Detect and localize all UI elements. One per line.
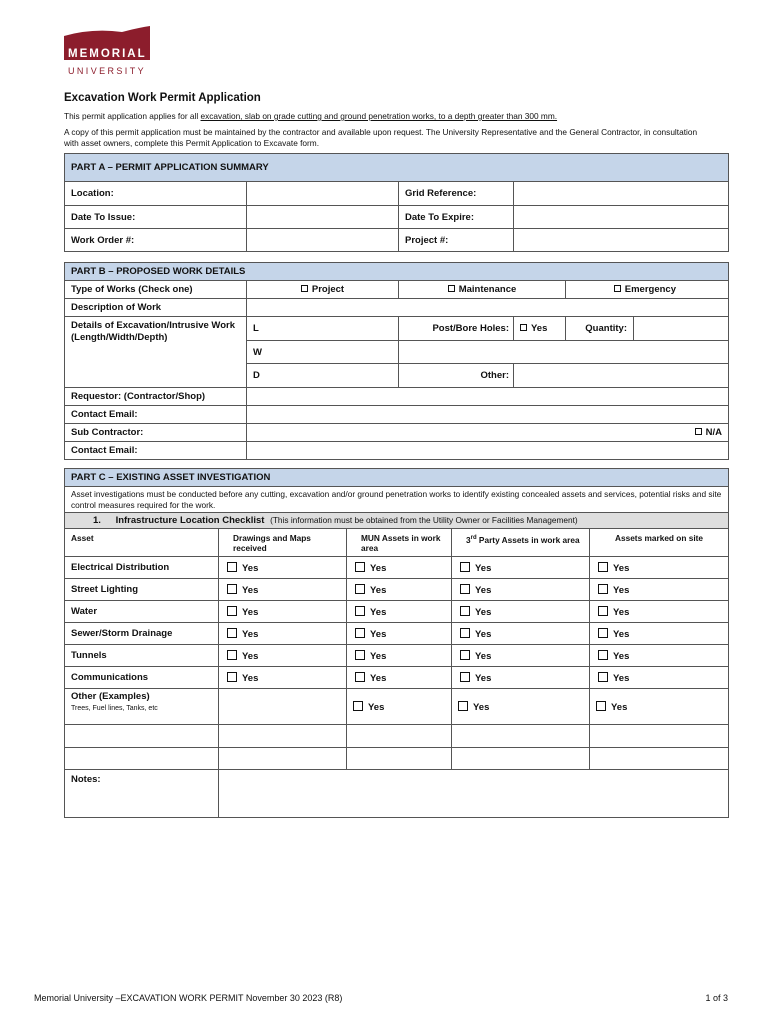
- contact-email2-label: Contact Email:: [65, 442, 247, 460]
- yes-checkbox[interactable]: [355, 672, 365, 682]
- yes-checkbox[interactable]: [598, 606, 608, 616]
- post-bore-label: Post/Bore Holes:: [399, 317, 514, 341]
- yes-checkbox[interactable]: [460, 584, 470, 594]
- part-a-table: [64, 153, 729, 252]
- asset-yes-cell[interactable]: Yes: [590, 601, 729, 623]
- contact-email-label: Contact Email:: [65, 406, 247, 424]
- asset-name: Communications: [65, 667, 219, 689]
- option-emergency[interactable]: Emergency: [566, 281, 729, 299]
- yes-checkbox[interactable]: [355, 650, 365, 660]
- location-label: Location:: [65, 182, 247, 206]
- blank-cell[interactable]: [347, 748, 452, 770]
- option-maintenance[interactable]: Maintenance: [399, 281, 566, 299]
- quantity-label: Quantity:: [566, 317, 634, 341]
- yes-checkbox[interactable]: [460, 606, 470, 616]
- page-number: 1 of 3: [705, 993, 728, 1003]
- other-mun-cell[interactable]: Yes: [347, 689, 452, 725]
- blank-cell[interactable]: [65, 725, 219, 748]
- quantity-field[interactable]: [634, 317, 729, 341]
- maintenance-checkbox[interactable]: [448, 285, 455, 292]
- blank-cell[interactable]: [452, 748, 590, 770]
- yes-checkbox[interactable]: [355, 628, 365, 638]
- asset-yes-cell[interactable]: Yes: [590, 579, 729, 601]
- asset-row: [65, 579, 729, 601]
- asset-yes-cell[interactable]: Yes: [219, 667, 347, 689]
- blank-cell[interactable]: [219, 725, 347, 748]
- yes-checkbox[interactable]: [598, 584, 608, 594]
- part-b-table: [64, 262, 729, 460]
- yes-checkbox[interactable]: [355, 606, 365, 616]
- asset-yes-cell[interactable]: Yes: [452, 645, 590, 667]
- yes-checkbox[interactable]: [355, 562, 365, 572]
- part-b-header: PART B – PROPOSED WORK DETAILS: [65, 263, 729, 281]
- width-cell[interactable]: W: [247, 341, 399, 364]
- asset-yes-cell[interactable]: Yes: [590, 645, 729, 667]
- notes-field[interactable]: [219, 770, 729, 818]
- yes-checkbox[interactable]: [598, 628, 608, 638]
- asset-name: Electrical Distribution: [65, 557, 219, 579]
- asset-name: Street Lighting: [65, 579, 219, 601]
- notes-label: Notes:: [65, 770, 219, 818]
- work-order-label: Work Order #:: [65, 229, 247, 252]
- blank-cell[interactable]: [590, 748, 729, 770]
- project-no-field[interactable]: [514, 229, 729, 252]
- date-to-expire-field[interactable]: [514, 206, 729, 229]
- asset-yes-cell[interactable]: Yes: [219, 623, 347, 645]
- asset-row: [65, 557, 729, 579]
- asset-yes-cell[interactable]: Yes: [452, 557, 590, 579]
- blank-cell[interactable]: [452, 725, 590, 748]
- yes-checkbox[interactable]: [598, 672, 608, 682]
- description-field[interactable]: [247, 299, 729, 317]
- blank-cell[interactable]: [590, 725, 729, 748]
- logo-line1: MEMORIAL: [68, 48, 147, 60]
- footer-text: Memorial University –EXCAVATION WORK PERMIT November 30 2023 (R8): [34, 993, 343, 1003]
- asset-yes-cell[interactable]: Yes: [347, 645, 452, 667]
- sub-contractor-field[interactable]: N/A: [247, 424, 729, 442]
- part-c-header: PART C – EXISTING ASSET INVESTIGATION: [65, 469, 729, 487]
- contact-email2-field[interactable]: [247, 442, 729, 460]
- grid-reference-label: Grid Reference:: [399, 182, 514, 206]
- yes-checkbox[interactable]: [227, 650, 237, 660]
- asset-yes-cell[interactable]: Yes: [590, 667, 729, 689]
- details-label: Details of Excavation/Intrusive Work (Length/Width/Depth): [65, 317, 247, 388]
- other-field[interactable]: [514, 364, 729, 388]
- project-no-label: Project #:: [399, 229, 514, 252]
- description-label: Description of Work: [65, 299, 247, 317]
- blank-cell[interactable]: [65, 748, 219, 770]
- yes-checkbox[interactable]: [353, 701, 363, 711]
- asset-yes-cell[interactable]: Yes: [347, 601, 452, 623]
- yes-checkbox[interactable]: [596, 701, 606, 711]
- intro-line1: This permit application applies for all excavation, slab on grade cutting and ground penetration works, to a depth greater than 300 mm.: [64, 111, 558, 121]
- yes-checkbox[interactable]: [227, 562, 237, 572]
- col-asset: Asset: [65, 529, 219, 557]
- yes-checkbox[interactable]: [355, 584, 365, 594]
- asset-name: Sewer/Storm Drainage: [65, 623, 219, 645]
- yes-checkbox[interactable]: [227, 606, 237, 616]
- asset-yes-cell[interactable]: Yes: [219, 557, 347, 579]
- asset-yes-cell[interactable]: Yes: [347, 579, 452, 601]
- asset-yes-cell[interactable]: Yes: [347, 667, 452, 689]
- part-c-table: [64, 468, 729, 818]
- yes-checkbox[interactable]: [598, 650, 608, 660]
- yes-checkbox[interactable]: [460, 628, 470, 638]
- sub-contractor-label: Sub Contractor:: [65, 424, 247, 442]
- col-mun: MUN Assets in work area: [347, 529, 452, 557]
- option-project[interactable]: Project: [247, 281, 399, 299]
- post-bore-checkbox[interactable]: [520, 324, 527, 331]
- asset-rows: [65, 557, 729, 689]
- type-of-works-label: Type of Works (Check one): [65, 281, 247, 299]
- university-logo: [62, 26, 154, 78]
- emergency-checkbox[interactable]: [614, 285, 621, 292]
- post-bore-yes[interactable]: Yes: [514, 317, 566, 341]
- depth-cell[interactable]: D: [247, 364, 399, 388]
- work-order-field[interactable]: [247, 229, 399, 252]
- yes-checkbox[interactable]: [598, 562, 608, 572]
- asset-yes-cell[interactable]: Yes: [452, 579, 590, 601]
- other-marked-cell[interactable]: Yes: [590, 689, 729, 725]
- blank-cell[interactable]: [219, 748, 347, 770]
- other-third-cell[interactable]: Yes: [452, 689, 590, 725]
- yes-checkbox[interactable]: [227, 628, 237, 638]
- part-c-note: Asset investigations must be conducted before any cutting, excavation and/or ground penetration works to identify existing concealed assets and services, potential risks and site control measures required for the work.: [65, 487, 729, 513]
- contact-email-field[interactable]: [247, 406, 729, 424]
- date-to-issue-field[interactable]: [247, 206, 399, 229]
- asset-yes-cell[interactable]: Yes: [452, 623, 590, 645]
- na-checkbox[interactable]: [695, 428, 702, 435]
- page-title: Excavation Work Permit Application: [64, 92, 261, 104]
- requestor-field[interactable]: [247, 388, 729, 406]
- asset-yes-cell[interactable]: Yes: [452, 601, 590, 623]
- part-a-header: PART A – PERMIT APPLICATION SUMMARY: [65, 154, 729, 182]
- col-drawings: Drawings and Maps received: [219, 529, 347, 557]
- asset-yes-cell[interactable]: Yes: [219, 579, 347, 601]
- other-examples-cell: Other (Examples) Trees, Fuel lines, Tanks, etc: [65, 689, 219, 725]
- other-drawings-cell[interactable]: [219, 689, 347, 725]
- asset-yes-cell[interactable]: Yes: [219, 645, 347, 667]
- blank-cell[interactable]: [347, 725, 452, 748]
- yes-checkbox[interactable]: [460, 672, 470, 682]
- date-to-issue-label: Date To Issue:: [65, 206, 247, 229]
- asset-name: Water: [65, 601, 219, 623]
- asset-yes-cell[interactable]: Yes: [590, 557, 729, 579]
- asset-row: [65, 645, 729, 667]
- col-marked: Assets marked on site: [590, 529, 729, 557]
- asset-yes-cell[interactable]: Yes: [347, 557, 452, 579]
- project-checkbox[interactable]: [301, 285, 308, 292]
- other-label: Other:: [399, 364, 514, 388]
- requestor-label: Requestor: (Contractor/Shop): [65, 388, 247, 406]
- grid-reference-field[interactable]: [514, 182, 729, 206]
- date-to-expire-label: Date To Expire:: [399, 206, 514, 229]
- width-extra-field[interactable]: [399, 341, 729, 364]
- yes-checkbox[interactable]: [227, 584, 237, 594]
- checklist-title-row: 1. Infrastructure Location Checklist (This information must be obtained from the Utility Owner or Facilities Management): [65, 513, 729, 529]
- asset-yes-cell[interactable]: Yes: [590, 623, 729, 645]
- asset-row: [65, 623, 729, 645]
- asset-yes-cell[interactable]: Yes: [452, 667, 590, 689]
- logo-line2: UNIVERSITY: [68, 66, 147, 76]
- asset-name: Tunnels: [65, 645, 219, 667]
- length-cell[interactable]: L: [247, 317, 399, 341]
- yes-checkbox[interactable]: [460, 562, 470, 572]
- location-field[interactable]: [247, 182, 399, 206]
- col-third-party: 3rd Party Assets in work area: [452, 529, 590, 557]
- asset-row: [65, 601, 729, 623]
- asset-row: [65, 667, 729, 689]
- yes-checkbox[interactable]: [460, 650, 470, 660]
- yes-checkbox[interactable]: [458, 701, 468, 711]
- yes-checkbox[interactable]: [227, 672, 237, 682]
- intro-line2: A copy of this permit application must be maintained by the contractor and available upon request. The University Representative and the General Contractor, in consultation with asset owners, complete this Permit Application to Excavate form.: [64, 127, 698, 148]
- asset-yes-cell[interactable]: Yes: [347, 623, 452, 645]
- asset-yes-cell[interactable]: Yes: [219, 601, 347, 623]
